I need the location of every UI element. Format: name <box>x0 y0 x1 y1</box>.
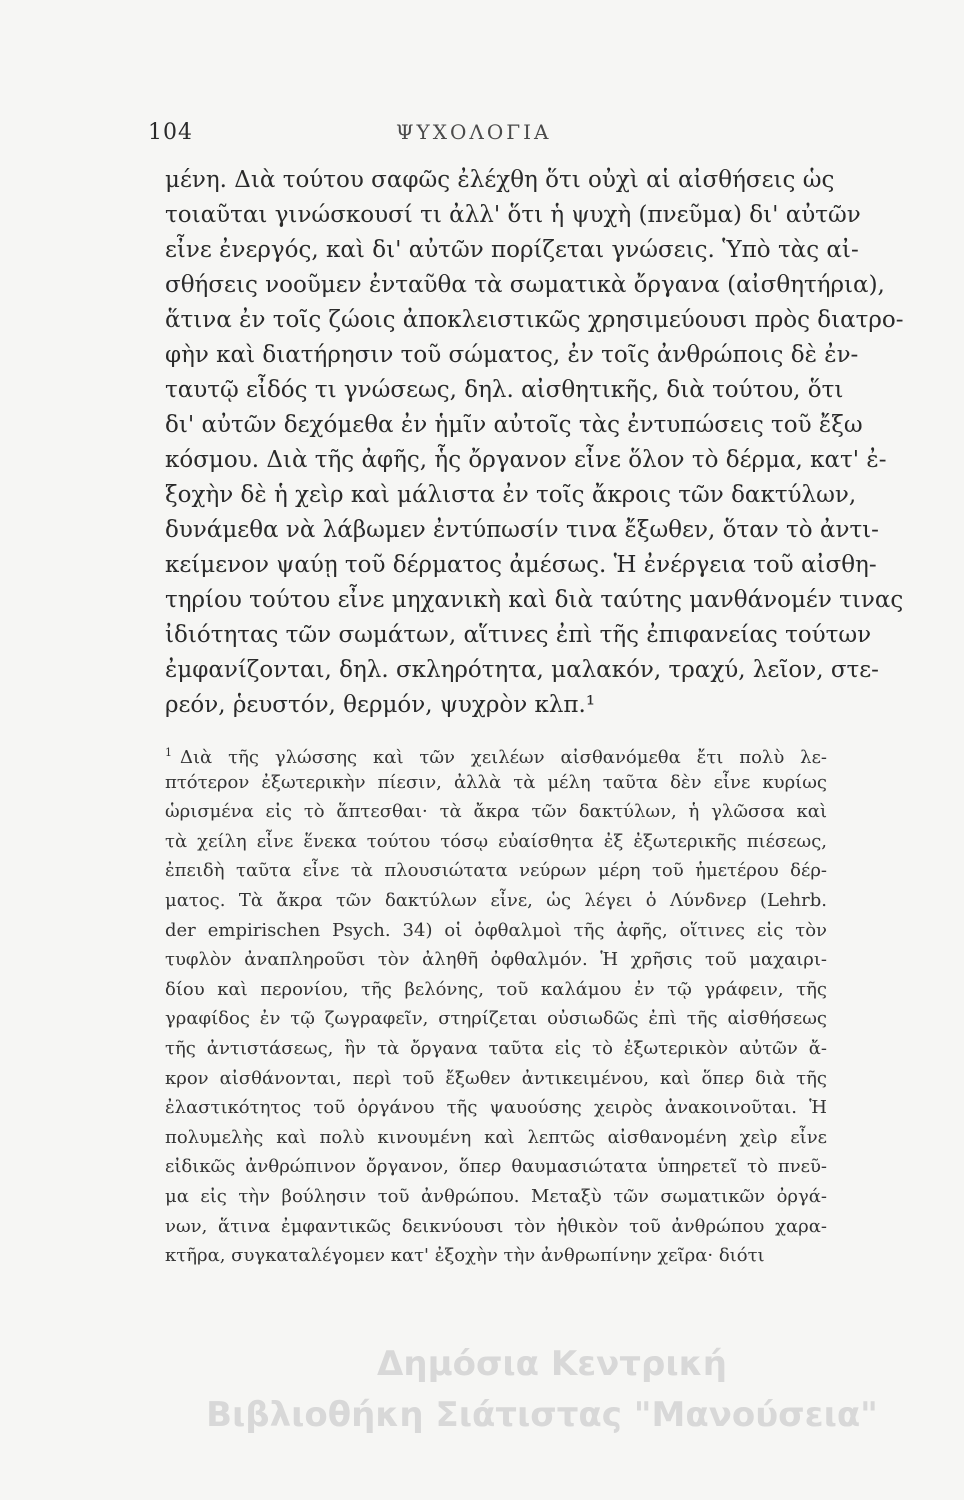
watermark-line: Βιβλιοθήκη Σιάτιστας "Μανούσεια" <box>206 1395 878 1435</box>
footnote-line: ἐπειδὴ ταῦτα εἶνε τὰ πλουσιώτατα νεύρων μέρη τοῦ ἡμετέρου δέρ- <box>165 860 827 882</box>
footnote <box>165 738 827 1271</box>
text-line: εἶνε ἐνεργός, καὶ δι' αὐτῶν πορίζεται γνώσεις. Ὑπὸ τὰς αἰ- <box>165 237 859 263</box>
footnote-line: εἰδικῶς ἀνθρώπινον ὄργανον, ὅπερ θαυμασιώτατα ὑπηρετεῖ τὸ πνεῦ- <box>165 1156 827 1178</box>
footnote-line: ἐλαστικότητος τοῦ ὀργάνου τῆς ψαυούσης χειρὸς ἀνακοινοῦται. Ἡ <box>165 1097 827 1119</box>
text-line: σθήσεις νοοῦμεν ἐνταῦθα τὰ σωματικὰ ὄργανα (αἰσθητήρια), <box>165 272 885 298</box>
footnote-line: ὡρισμένα εἰς τὸ ἅπτεσθαι· τὰ ἄκρα τῶν δακτύλων, ἡ γλῶσσα καὶ <box>165 801 827 823</box>
footnote-line: ματος. Τὰ ἄκρα τῶν δακτύλων εἶνε, ὡς λέγει ὁ Λύνδνερ (Lehrb. <box>165 889 827 911</box>
footnote-line: τῆς ἀντιστάσεως, ἣν τὰ ὄργανα ταῦτα εἰς τὸ ἐξωτερικὸν αὐτῶν ἄ- <box>165 1037 827 1059</box>
footnote-line: κρον αἰσθάνονται, περὶ τοῦ ἔξωθεν ἀντικειμένου, καὶ ὅπερ διὰ τῆς <box>165 1067 827 1089</box>
page-number: 104 <box>148 120 193 145</box>
text-line: ταυτῷ εἶδός τι γνώσεως, δηλ. αἰσθητικῆς, διὰ τούτου, ὅτι <box>165 377 844 403</box>
running-title: ΨΥΧΟΛΟΓΙΑ <box>396 120 552 144</box>
main-text <box>165 163 904 723</box>
text-line: δι' αὐτῶν δεχόμεθα ἐν ἡμῖν αὐτοῖς τὰς ἐντυπώσεις τοῦ ἔξω <box>165 412 863 438</box>
footnote-line: κτῆρα, συγκαταλέγομεν κατ' ἐξοχὴν τὴν ἀνθρωπίνην χεῖρα· διότι <box>165 1245 765 1267</box>
watermark-line: Δημόσια Κεντρική <box>377 1344 727 1384</box>
text-line: ἐμφανίζονται, δηλ. σκληρότητα, μαλακόν, τραχύ, λεῖον, στε- <box>165 657 879 683</box>
text-line: ἅτινα ἐν τοῖς ζώοις ἀποκλειστικῶς χρησιμεύουσι πρὸς διατρο- <box>165 307 904 333</box>
text-line: δυνάμεθα νὰ λάβωμεν ἐντύπωσίν τινα ἔξωθεν, ὅταν τὸ ἀντι- <box>165 517 879 543</box>
footnote-line: der empirischen Psych. 34) οἱ ὀφθαλμοὶ τῆς ἀφῆς, οἵτινες εἰς τὸν <box>165 919 827 941</box>
text-line: ἰδιότητας τῶν σωμάτων, αἵτινες ἐπὶ τῆς ἐπιφανείας τούτων <box>165 622 872 648</box>
footnote-line: πτότερον ἐξωτερικὴν πίεσιν, ἀλλὰ τὰ μέλη ταῦτα δὲν εἶνε κυρίως <box>165 771 827 793</box>
text-line: ξοχὴν δὲ ἡ χεὶρ καὶ μάλιστα ἐν τοῖς ἄκροις τῶν δακτύλων, <box>165 482 857 508</box>
footnote-line: δίου καὶ περονίου, τῆς βελόνης, τοῦ καλάμου ἐν τῷ γράφειν, τῆς <box>165 978 827 1000</box>
footnote-line: μα εἰς τὴν βούλησιν τοῦ ἀνθρώπου. Μεταξὺ τῶν σωματικῶν ὀργά- <box>165 1185 827 1207</box>
text-line: κόσμου. Διὰ τῆς ἀφῆς, ἧς ὄργανον εἶνε ὅλον τὸ δέρμα, κατ' ἐ- <box>165 447 887 473</box>
text-line: μένη. Διὰ τούτου σαφῶς ἐλέχθη ὅτι οὐχὶ αἱ αἰσθήσεις ὡς <box>165 167 835 193</box>
text-line: τοιαῦται γινώσκουσί τι ἀλλ' ὅτι ἡ ψυχὴ (πνεῦμα) δι' αὐτῶν <box>165 202 861 228</box>
footnote-line <box>165 738 827 768</box>
library-watermark <box>0 1340 964 1442</box>
footnote-line: πολυμελὴς καὶ πολὺ κινουμένη καὶ λεπτῶς αἰσθανομένη χεὶρ εἶνε <box>165 1126 827 1148</box>
page-header <box>148 120 848 156</box>
footnote-line: γραφίδος ἐν τῷ ζωγραφεῖν, στηρίζεται οὐσιωδῶς ἐπὶ τῆς αἰσθήσεως <box>165 1008 827 1030</box>
footnote-line-text: Διὰ τῆς γλώσσης καὶ τῶν χειλέων αἰσθανόμεθα ἔτι πολὺ λε- <box>180 747 827 768</box>
footnote-line: τὰ χείλη εἶνε ἕνεκα τούτου τόσῳ εὐαίσθητα ἐξ ἐξωτερικῆς πιέσεως, <box>165 830 827 852</box>
footnote-line: νων, ἅτινα ἐμφαντικῶς δεικνύουσι τὸν ἠθικὸν τοῦ ἀνθρώπου χαρα- <box>165 1215 827 1237</box>
text-line: ρεόν, ῥευστόν, θερμόν, ψυχρὸν κλπ.¹ <box>165 692 596 718</box>
text-line: τηρίου τούτου εἶνε μηχανικὴ καὶ διὰ ταύτης μανθάνομέν τινας <box>165 587 904 613</box>
footnote-line: τυφλὸν ἀναπληροῦσι τὸν ἀληθῆ ὀφθαλμόν. Ἡ χρῆσις τοῦ μαχαιρι- <box>165 949 827 971</box>
text-line: φὴν καὶ διατήρησιν τοῦ σώματος, ἐν τοῖς ἀνθρώποις δὲ ἐν- <box>165 342 859 368</box>
text-line: κείμενον ψαύῃ τοῦ δέρματος ἀμέσως. Ἡ ἐνέργεια τοῦ αἰσθη- <box>165 552 877 578</box>
footnote-marker: 1 <box>165 746 172 759</box>
